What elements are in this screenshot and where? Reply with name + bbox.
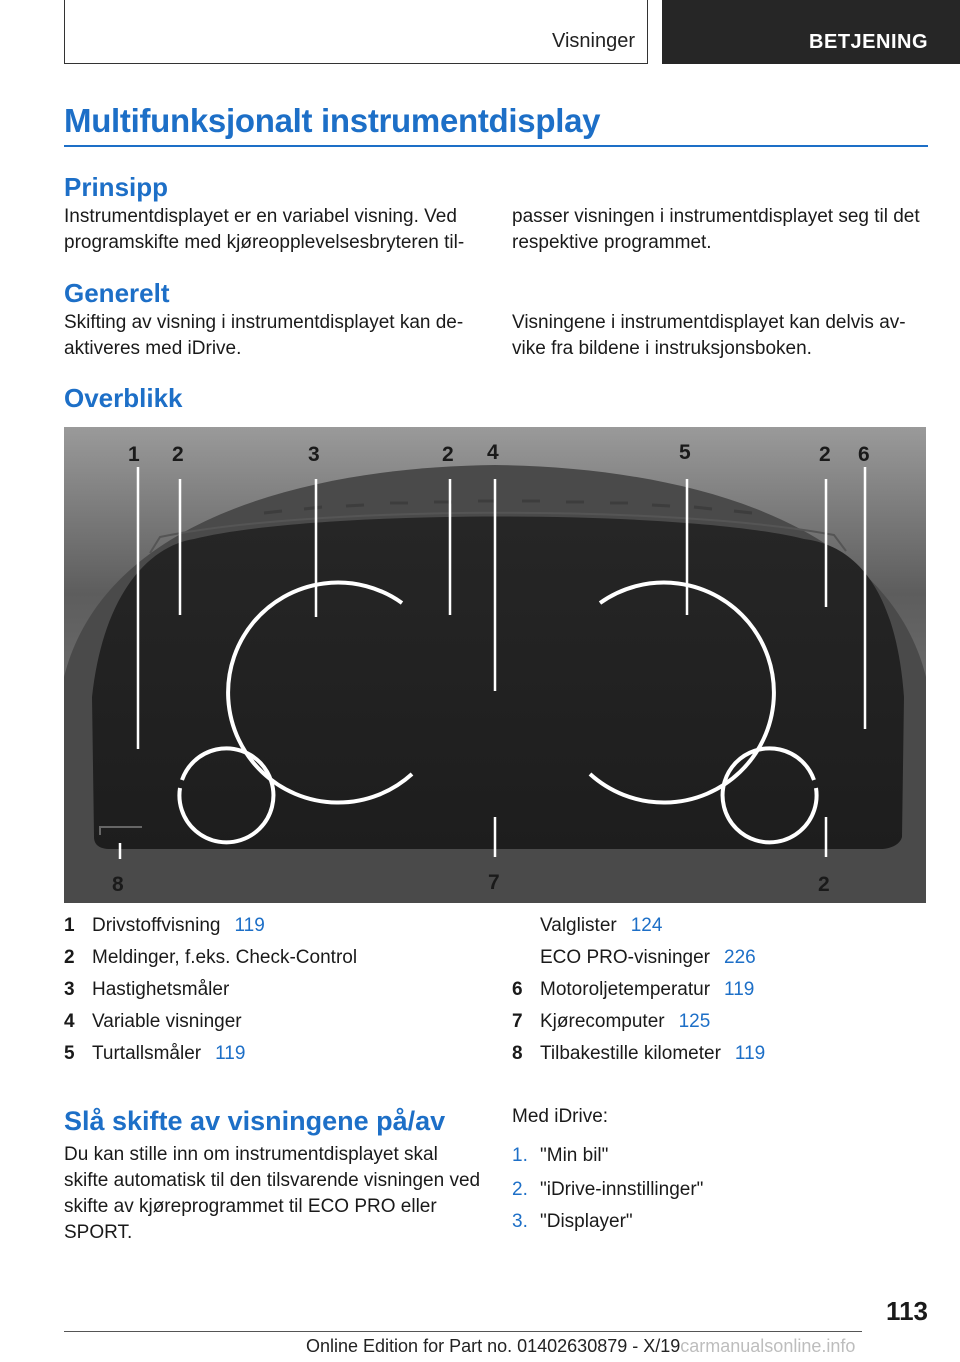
legend-num: 7 [512,1011,523,1032]
legend-item [64,1006,242,1038]
header-section-label: Visninger [551,30,635,52]
fig-label-7: 7 [488,871,500,894]
principle-heading: Prinsipp [64,172,169,202]
legend-num: 2 [64,947,75,968]
header-section-box [64,0,648,64]
switch-body: Du kan stille inn om instrumentdisplayet skal skifte automatisk til den tilsvarende visningen ved skifte av kjøreprogrammet til ECO PRO eller SPORT. [64,1144,481,1243]
legend-page-ref[interactable]: 119 [215,1043,246,1064]
step-item [512,1140,608,1172]
legend-page-ref[interactable]: 124 [630,915,663,936]
header-chapter-box [662,0,960,64]
step-num: 3. [512,1211,528,1232]
legend-text: Drivstoffvisning [92,915,221,936]
legend-text: Variable visninger [92,1011,242,1032]
legend-item [512,1006,710,1038]
fig-label-8: 8 [112,873,124,896]
step-item [512,1174,703,1206]
page-number: 113 [886,1296,928,1326]
footer-edition [306,1336,855,1357]
step-text: "Min bil" [540,1145,609,1166]
legend-item [512,910,662,942]
legend-item [64,974,229,1006]
fig-label-6: 6 [858,443,870,466]
legend-page-ref[interactable]: 119 [734,1043,766,1064]
legend-num: 3 [64,979,75,1000]
instrument-cluster-figure [64,427,926,903]
fig-label-1: 1 [128,443,140,466]
legend-text: Valglister [540,915,617,936]
legend-text: Kjørecomputer [540,1011,665,1032]
legend-item [64,910,265,942]
legend-text: Tilbakestille kilometer [540,1043,721,1064]
legend-page-ref[interactable]: 119 [724,979,755,1000]
general-heading: Generelt [64,278,170,308]
principle-text-col2: passer visningen i instrumentdisplayet seg til det respektive programmet. [512,206,920,253]
switch-intro: Med iDrive: [512,1106,609,1127]
overview-heading: Overblikk [64,383,183,413]
instrument-cluster-illustration [64,427,926,903]
legend-text: ECO PRO-visninger [540,947,710,968]
legend-text: Turtallsmåler [92,1043,202,1064]
fig-label-5: 5 [679,441,691,464]
step-text: "Displayer" [540,1211,633,1232]
step-num: 2. [512,1179,528,1200]
legend-item [64,1038,245,1070]
page-title: Multifunksjonalt instrumentdisplay [64,102,601,139]
general-text-col1: Skifting av visning i instrumentdisplayet kan de-aktiveres med iDrive. [64,312,464,359]
fig-label-2a: 2 [172,443,184,466]
legend-text: Motoroljetemperatur [540,979,711,1000]
legend-text: Meldinger, f.eks. Check-Control [92,947,358,968]
legend-item [512,942,756,974]
footer-rule [64,1331,862,1332]
legend-page-ref[interactable]: 119 [234,915,265,936]
fig-label-2c: 2 [819,443,831,466]
legend-item [64,942,357,974]
switch-heading: Slå skifte av visningene på/av [64,1106,446,1136]
legend-num: 1 [64,915,75,936]
step-num: 1. [512,1145,528,1166]
fig-label-3: 3 [308,443,320,466]
legend-num: 6 [512,979,523,1000]
legend-num: 5 [64,1043,75,1064]
general-text-col2: Visningene i instrumentdisplayet kan delvis av-vike fra bildene i instruksjonsboken. [512,312,906,359]
title-rule [64,145,928,147]
legend-text: Hastighetsmåler [92,979,230,1000]
footer-watermark: carmanualsonline.info [680,1336,856,1356]
legend-item [512,974,754,1006]
fig-label-4: 4 [487,441,499,464]
principle-text-col1: Instrumentdisplayet er en variabel visning. Ved programskifte med kjøreopplevelsesbryteren til- [64,206,465,253]
step-item [512,1206,633,1238]
footer-edition-text: Online Edition for Part no. 01402630879 - X/19 [306,1336,681,1356]
legend-num: 8 [512,1043,523,1064]
header-chapter-label: BETJENING [809,31,928,53]
legend-num: 4 [64,1011,75,1032]
fig-label-2b: 2 [442,443,454,466]
legend-item [512,1038,765,1070]
fig-label-2d: 2 [818,873,830,896]
legend-page-ref[interactable]: 125 [678,1011,711,1032]
legend-page-ref[interactable]: 226 [724,947,756,968]
step-text: "iDrive-innstillinger" [540,1179,704,1200]
